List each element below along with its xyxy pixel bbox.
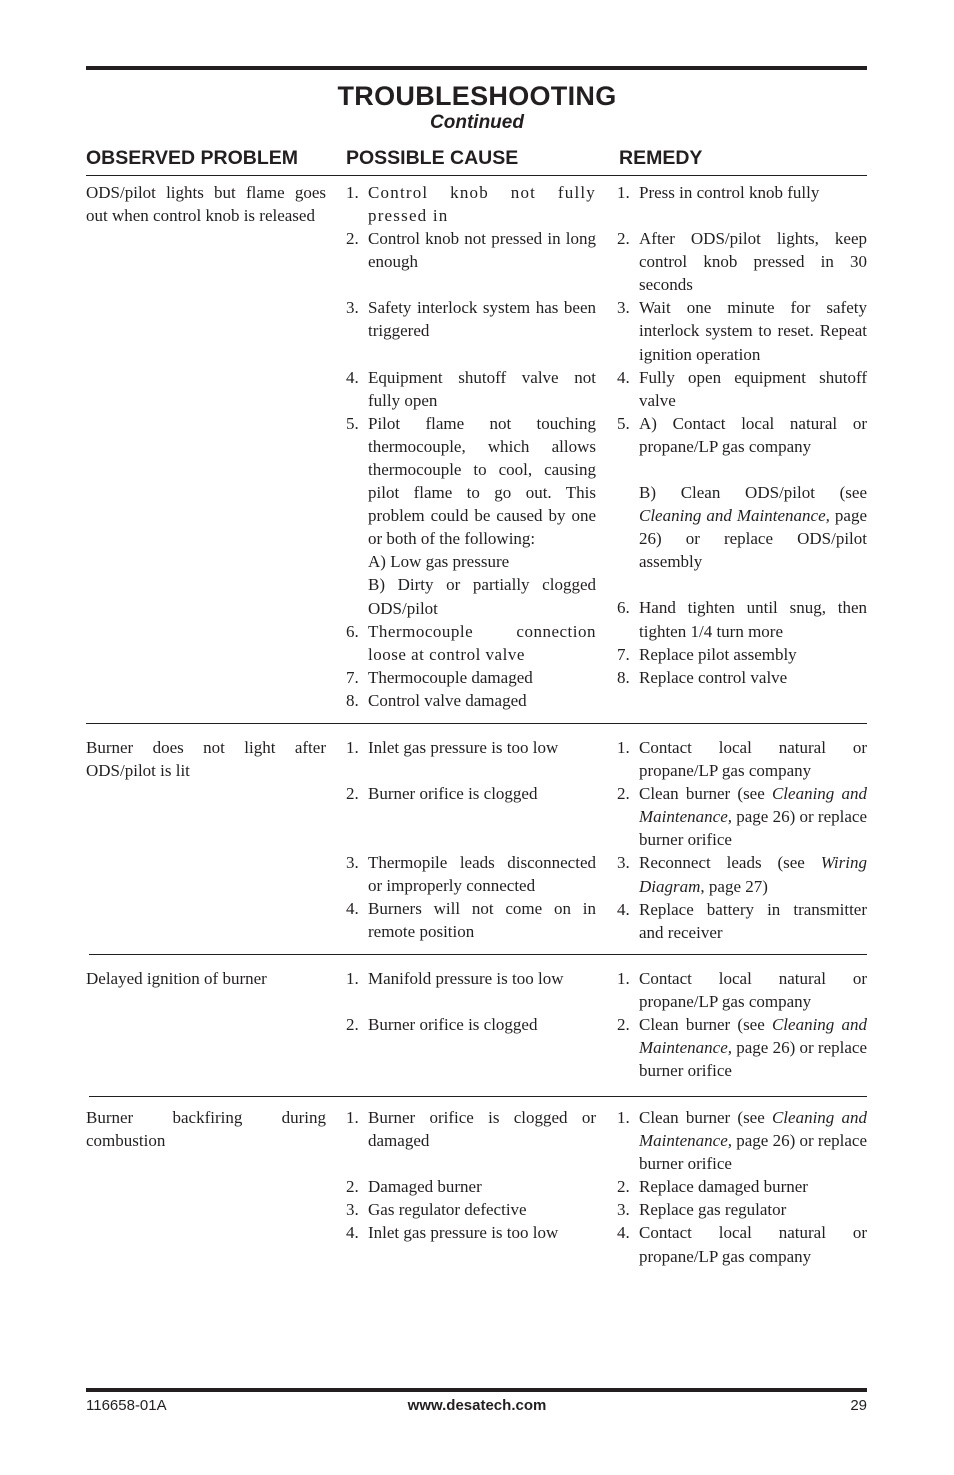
cause-item: 4. Equipment shutoff valve not fully open [346, 367, 596, 410]
remedy-item: 1. Press in control knob fully [617, 183, 820, 202]
remedy-item: 7. Replace pilot assembly [617, 644, 797, 664]
section-2-remedies [617, 736, 867, 944]
cause-item: 1. Manifold pressure is too low [346, 969, 564, 988]
section-1-remedies [617, 181, 867, 689]
cause-item: 4. Inlet gas pressure is too low [346, 1223, 559, 1243]
section-3-causes [346, 967, 596, 1036]
document-number: 116658-01A [86, 1397, 167, 1414]
cause-item: 3. Gas regulator defective [346, 1200, 527, 1220]
remedy-item: 1. Contact local natural or propane/LP gas company [617, 738, 867, 781]
cause-item: 2. Damaged burner [346, 1177, 482, 1197]
remedy-item: 5. A) Contact local natural or propane/LP gas company B) Clean ODS/pilot (see Cleaning and Maintenance, page 26) or replace ODS/pilot assembly [617, 413, 868, 572]
remedy-item: 4. Contact local natural or propane/LP gas company [617, 1223, 867, 1266]
cause-item: 8. Control valve damaged [346, 690, 527, 710]
page-title: TROUBLESHOOTING [337, 81, 617, 111]
section-4-causes [346, 1106, 596, 1244]
remedy-item: 3. Reconnect leads (see Wiring Diagram, page 27) [617, 853, 867, 896]
section-2-problem: Burner does not light after ODS/pilot is lit [86, 738, 326, 781]
website-link[interactable]: www.desatech.com [407, 1397, 547, 1414]
section-divider [89, 954, 867, 955]
cause-item: 7. Thermocouple damaged [346, 667, 533, 687]
cause-item: 3. Safety interlock system has been triggered [346, 298, 596, 341]
section-2-causes [346, 736, 596, 944]
cause-item: 2. Control knob not pressed in long enough [346, 229, 596, 272]
remedy-item: 2. Clean burner (see Cleaning and Maintenance, page 26) or replace burner orifice [617, 1015, 867, 1081]
column-header-problem: OBSERVED PROBLEM [86, 147, 299, 169]
page-number: 29 [850, 1397, 867, 1414]
remedy-item: 4. Replace battery in transmitter and receiver [617, 899, 867, 942]
remedy-item: 3. Replace gas regulator [617, 1200, 787, 1220]
cause-item: 2. Burner orifice is clogged [346, 784, 538, 804]
section-3-remedies [617, 967, 867, 1082]
section-1-problem: ODS/pilot lights but flame goes out when control knob is released [86, 183, 326, 226]
remedy-item: 2. After ODS/pilot lights, keep control knob pressed in 30 seconds [617, 229, 867, 295]
header-rule [86, 175, 867, 176]
remedy-item: 4. Fully open equipment shutoff valve [617, 367, 867, 410]
remedy-item: 1. Clean burner (see Cleaning and Maintenance, page 26) or replace burner orifice [617, 1108, 867, 1174]
section-4-remedies [617, 1106, 867, 1268]
cause-item: 1. Inlet gas pressure is too low [346, 738, 559, 757]
cause-item: 2. Burner orifice is clogged [346, 1015, 538, 1035]
column-header-remedy: REMEDY [619, 147, 703, 169]
remedy-item: 1. Contact local natural or propane/LP gas company [617, 969, 867, 1012]
section-3-problem: Delayed ignition of burner [86, 969, 267, 988]
top-rule [86, 66, 867, 70]
cause-item: 1. Control knob not fully pressed in [346, 183, 596, 226]
remedy-item: 6. Hand tighten until snug, then tighten 1/4 turn more [617, 598, 867, 641]
remedy-item: 3. Wait one minute for safety interlock system to reset. Repeat ignition operation [617, 298, 867, 364]
section-1-causes [346, 181, 596, 712]
section-divider [89, 1096, 867, 1097]
page-subtitle: Continued [430, 112, 524, 133]
remedy-item: 2. Replace damaged burner [617, 1177, 808, 1197]
bottom-rule [86, 1388, 867, 1392]
cause-item: 3. Thermopile leads disconnected or improperly connected [346, 853, 596, 896]
remedy-item: 8. Replace control valve [617, 667, 788, 687]
cause-item: 1. Burner orifice is clogged or damaged [346, 1108, 596, 1151]
cause-item: 5. Pilot flame not touching thermocouple, which allows thermocouple to cool, causing pilot flame to go out. This problem could be caused by one or both of the following: A) Low gas pressure B) Dirty or partially clogged ODS/pilot [346, 413, 596, 618]
section-divider [86, 723, 867, 724]
section-4-problem: Burner backfiring during combustion [86, 1108, 326, 1151]
remedy-item: 2. Clean burner (see Cleaning and Maintenance, page 26) or replace burner orifice [617, 784, 867, 850]
column-header-cause: POSSIBLE CAUSE [346, 147, 519, 169]
cause-item: 6. Thermocouple connection loose at control valve [346, 621, 596, 664]
cause-item: 4. Burners will not come on in remote position [346, 899, 596, 942]
